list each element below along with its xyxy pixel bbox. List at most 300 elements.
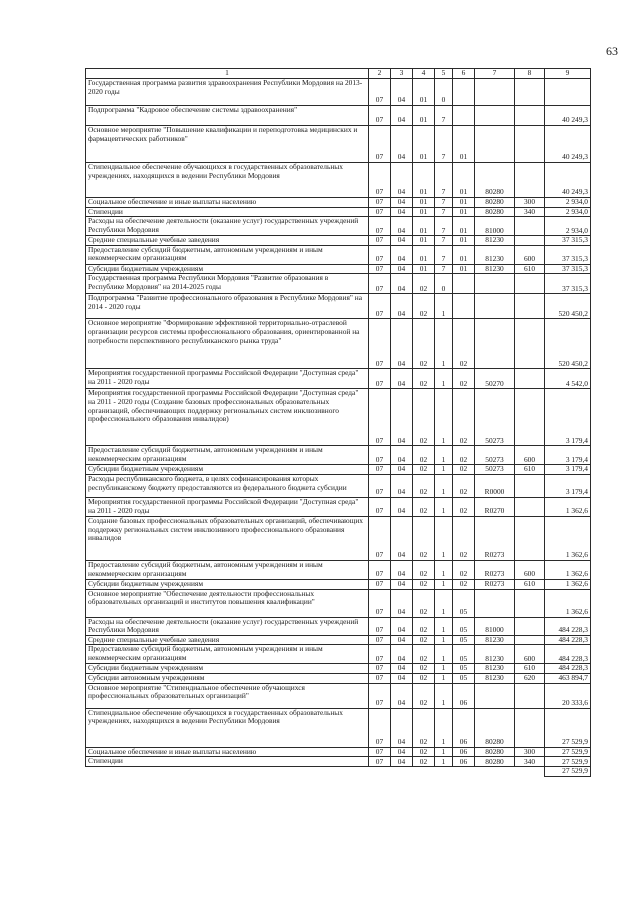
row-code-2: 07	[369, 516, 391, 560]
table-row	[86, 446, 591, 465]
row-amount: 37 315,3	[545, 245, 591, 264]
row-amount: 463 894,7	[545, 673, 591, 683]
row-code-5: 1	[435, 664, 453, 674]
row-code-4: 02	[413, 645, 435, 664]
row-code-5: 1	[435, 579, 453, 589]
row-code-2: 07	[369, 635, 391, 645]
row-code-3: 04	[391, 579, 413, 589]
row-code-2: 07	[369, 446, 391, 465]
row-code-2: 07	[369, 757, 391, 767]
row-code-8	[515, 319, 545, 369]
row-code-7: 81230	[475, 645, 515, 664]
table-row	[86, 319, 591, 369]
row-amount: 3 179,4	[545, 389, 591, 446]
row-code-8: 300	[515, 198, 545, 208]
row-code-4: 02	[413, 319, 435, 369]
row-code-4: 02	[413, 389, 435, 446]
row-code-4: 02	[413, 579, 435, 589]
row-code-8	[515, 474, 545, 497]
row-name: Стипендии	[86, 757, 369, 767]
row-code-7	[475, 319, 515, 369]
row-code-6: 05	[453, 645, 475, 664]
row-code-5: 7	[435, 245, 453, 264]
row-code-7: 80280	[475, 747, 515, 757]
row-amount: 1 362,6	[545, 579, 591, 589]
row-code-7: 80280	[475, 163, 515, 198]
row-code-8	[515, 236, 545, 246]
row-name: Подпрограмма "Развитие профессионального образования в Республике Мордовия" на 2014 - 2020 годы	[86, 294, 369, 319]
row-amount: 2 934,0	[545, 198, 591, 208]
row-code-2: 07	[369, 683, 391, 708]
row-amount: 1 362,6	[545, 560, 591, 579]
row-code-5: 7	[435, 217, 453, 236]
row-code-7: 80280	[475, 757, 515, 767]
row-code-3: 04	[391, 274, 413, 294]
row-amount: 27 529,9	[545, 747, 591, 757]
row-code-5: 1	[435, 389, 453, 446]
row-code-6: 01	[453, 163, 475, 198]
row-code-3: 04	[391, 163, 413, 198]
row-code-2: 07	[369, 589, 391, 617]
row-code-2: 07	[369, 617, 391, 635]
row-code-3: 04	[391, 617, 413, 635]
row-code-7: 81230	[475, 236, 515, 246]
row-amount: 484 228,3	[545, 635, 591, 645]
row-amount	[545, 79, 591, 106]
table-row	[86, 497, 591, 516]
empty-cell	[453, 767, 475, 777]
row-code-6	[453, 79, 475, 106]
row-code-3: 04	[391, 319, 413, 369]
row-name: Основное мероприятие "Формирование эффективной территориально-отраслевой организации ресурсов системы профессионального образования, ориентированной на потребности перспективного республиканского рынка труда"	[86, 319, 369, 369]
row-code-7: 81230	[475, 635, 515, 645]
row-code-5: 1	[435, 560, 453, 579]
row-code-8	[515, 389, 545, 446]
row-code-8: 610	[515, 664, 545, 674]
row-code-6: 06	[453, 708, 475, 747]
header-cell: 4	[413, 69, 435, 79]
empty-cell	[86, 767, 369, 777]
row-amount: 40 249,3	[545, 126, 591, 163]
row-code-8	[515, 516, 545, 560]
row-code-3: 04	[391, 389, 413, 446]
row-code-6: 02	[453, 369, 475, 389]
row-code-7: 80280	[475, 708, 515, 747]
row-code-4: 02	[413, 673, 435, 683]
table-row	[86, 708, 591, 747]
row-code-8: 600	[515, 560, 545, 579]
row-code-6: 02	[453, 579, 475, 589]
row-code-2: 07	[369, 106, 391, 126]
row-code-6: 01	[453, 245, 475, 264]
row-code-8: 610	[515, 465, 545, 475]
row-code-6: 02	[453, 319, 475, 369]
row-code-7: 81230	[475, 673, 515, 683]
row-name: Социальное обеспечение и иные выплаты населению	[86, 747, 369, 757]
row-code-7: 50273	[475, 389, 515, 446]
row-code-6: 02	[453, 474, 475, 497]
budget-table	[85, 68, 591, 777]
row-code-3: 04	[391, 264, 413, 274]
row-code-7: 81000	[475, 617, 515, 635]
row-code-4: 01	[413, 126, 435, 163]
table-row	[86, 163, 591, 198]
row-code-7	[475, 79, 515, 106]
row-code-4: 01	[413, 264, 435, 274]
row-amount: 37 315,3	[545, 274, 591, 294]
row-code-5: 7	[435, 126, 453, 163]
row-code-5: 1	[435, 294, 453, 319]
row-code-3: 04	[391, 217, 413, 236]
row-code-7: 50270	[475, 369, 515, 389]
row-code-2: 07	[369, 369, 391, 389]
row-code-2: 07	[369, 207, 391, 217]
row-amount: 37 315,3	[545, 264, 591, 274]
row-code-5: 7	[435, 198, 453, 208]
row-name: Создание базовых профессиональных образовательных организаций, обеспечивающих поддержку региональных систем инклюзивного профессионального образования инвалидов	[86, 516, 369, 560]
empty-cell	[369, 767, 391, 777]
row-code-4: 02	[413, 664, 435, 674]
table-row	[86, 389, 591, 446]
row-code-4: 02	[413, 617, 435, 635]
table-row	[86, 106, 591, 126]
row-name: Расходы республиканского бюджета, в целях софинансирования которых республиканскому бюджету предоставляются из федерального бюджета субсидии	[86, 474, 369, 497]
row-amount: 40 249,3	[545, 106, 591, 126]
row-code-4: 01	[413, 198, 435, 208]
table-row	[86, 579, 591, 589]
table-row	[86, 369, 591, 389]
row-name: Стипендии	[86, 207, 369, 217]
page-number: 63	[606, 44, 618, 58]
row-code-5: 1	[435, 757, 453, 767]
row-code-4: 02	[413, 683, 435, 708]
row-code-8	[515, 708, 545, 747]
row-code-3: 04	[391, 474, 413, 497]
row-amount: 1 362,6	[545, 589, 591, 617]
row-name: Субсидии бюджетным учреждениям	[86, 264, 369, 274]
row-code-5: 1	[435, 747, 453, 757]
row-name: Социальное обеспечение и иные выплаты населению	[86, 198, 369, 208]
table-row	[86, 757, 591, 767]
table-row	[86, 683, 591, 708]
row-code-2: 07	[369, 163, 391, 198]
row-code-3: 04	[391, 245, 413, 264]
header-cell: 7	[475, 69, 515, 79]
row-amount: 2 934,0	[545, 207, 591, 217]
row-code-6: 01	[453, 217, 475, 236]
row-code-7: 81230	[475, 664, 515, 674]
row-code-8: 620	[515, 673, 545, 683]
row-code-2: 07	[369, 474, 391, 497]
row-code-3: 04	[391, 560, 413, 579]
row-code-8: 340	[515, 757, 545, 767]
row-code-8	[515, 589, 545, 617]
row-name: Предоставление субсидий бюджетным, автономным учреждениям и иным некоммерческим организациям	[86, 446, 369, 465]
row-name: Основное мероприятие "Обеспечение деятельности профессиональных образовательных организаций и институтов повышения квалификации"	[86, 589, 369, 617]
row-amount: 3 179,4	[545, 446, 591, 465]
row-code-6: 05	[453, 664, 475, 674]
row-amount: 27 529,9	[545, 757, 591, 767]
row-code-7: 80280	[475, 207, 515, 217]
row-code-4: 02	[413, 446, 435, 465]
row-code-6: 02	[453, 516, 475, 560]
row-code-4: 01	[413, 106, 435, 126]
row-code-6	[453, 274, 475, 294]
row-code-3: 04	[391, 673, 413, 683]
row-amount: 40 249,3	[545, 163, 591, 198]
row-code-4: 02	[413, 294, 435, 319]
table-row	[86, 474, 591, 497]
row-code-6: 02	[453, 389, 475, 446]
row-code-5: 7	[435, 207, 453, 217]
row-code-7: 81230	[475, 264, 515, 274]
table-row	[86, 79, 591, 106]
row-code-3: 04	[391, 294, 413, 319]
row-code-7	[475, 274, 515, 294]
row-code-2: 07	[369, 579, 391, 589]
row-code-8	[515, 294, 545, 319]
row-code-2: 07	[369, 294, 391, 319]
row-code-8: 340	[515, 207, 545, 217]
row-code-5: 1	[435, 474, 453, 497]
row-amount: 27 529,9	[545, 708, 591, 747]
row-code-2: 07	[369, 465, 391, 475]
row-code-2: 07	[369, 79, 391, 106]
row-code-4: 02	[413, 589, 435, 617]
row-code-3: 04	[391, 446, 413, 465]
row-name: Субсидии бюджетным учреждениям	[86, 579, 369, 589]
row-name: Мероприятия государственной программы Российской Федерации "Доступная среда" на 2011 - 2020 годы (Создание базовых профессиональных образовательных организаций, обеспечивающих поддержку региональных систем инклюзивного профессионального образования инвалидов)	[86, 389, 369, 446]
row-name: Мероприятия государственной программы Российской Федерации "Доступная среда" на 2011 - 2020 годы	[86, 497, 369, 516]
row-amount: 1 362,6	[545, 516, 591, 560]
row-code-5: 1	[435, 683, 453, 708]
row-code-4: 02	[413, 474, 435, 497]
header-cell: 2	[369, 69, 391, 79]
row-code-4: 02	[413, 369, 435, 389]
row-code-8	[515, 217, 545, 236]
row-code-2: 07	[369, 645, 391, 664]
row-code-6: 02	[453, 497, 475, 516]
row-code-4: 02	[413, 708, 435, 747]
row-code-7: R0000	[475, 474, 515, 497]
row-name: Государственная программа Республики Мордовия "Развитие образования в Республике Мордовия" на 2014-2025 годы	[86, 274, 369, 294]
row-code-5: 1	[435, 617, 453, 635]
empty-cell	[475, 767, 515, 777]
row-code-8	[515, 163, 545, 198]
row-code-5: 1	[435, 673, 453, 683]
row-code-3: 04	[391, 497, 413, 516]
row-code-7	[475, 126, 515, 163]
header-cell: 5	[435, 69, 453, 79]
row-code-4: 02	[413, 497, 435, 516]
row-amount: 3 179,4	[545, 474, 591, 497]
row-code-7: R0273	[475, 516, 515, 560]
row-code-5: 1	[435, 645, 453, 664]
table-row	[86, 126, 591, 163]
row-code-6: 02	[453, 465, 475, 475]
row-code-3: 04	[391, 635, 413, 645]
row-code-2: 07	[369, 245, 391, 264]
row-code-3: 04	[391, 516, 413, 560]
row-code-2: 07	[369, 198, 391, 208]
row-code-3: 04	[391, 369, 413, 389]
row-code-7: R0273	[475, 579, 515, 589]
table-row	[86, 245, 591, 264]
row-code-3: 04	[391, 465, 413, 475]
row-code-2: 07	[369, 560, 391, 579]
empty-cell	[413, 767, 435, 777]
empty-cell	[515, 767, 545, 777]
row-code-6	[453, 294, 475, 319]
row-code-4: 02	[413, 757, 435, 767]
row-code-2: 07	[369, 319, 391, 369]
row-code-8: 610	[515, 579, 545, 589]
row-code-8	[515, 106, 545, 126]
row-code-5: 1	[435, 319, 453, 369]
table-row	[86, 516, 591, 560]
row-name: Субсидии автономным учреждениям	[86, 673, 369, 683]
row-code-7	[475, 683, 515, 708]
table-row	[86, 465, 591, 475]
row-code-2: 07	[369, 747, 391, 757]
row-code-2: 07	[369, 126, 391, 163]
row-code-2: 07	[369, 264, 391, 274]
row-code-6: 01	[453, 207, 475, 217]
row-code-5: 7	[435, 163, 453, 198]
row-code-5: 1	[435, 589, 453, 617]
row-code-2: 07	[369, 708, 391, 747]
row-code-5: 7	[435, 236, 453, 246]
row-amount: 37 315,3	[545, 236, 591, 246]
row-name: Стипендиальное обеспечение обучающихся в государственных образовательных учреждениях, находящихся в ведении Республики Мордовия	[86, 708, 369, 747]
row-code-5: 0	[435, 79, 453, 106]
row-code-8: 610	[515, 264, 545, 274]
row-code-5: 1	[435, 446, 453, 465]
row-name: Предоставление субсидий бюджетным, автономным учреждениям и иным некоммерческим организациям	[86, 645, 369, 664]
row-code-7: 81000	[475, 217, 515, 236]
table-row	[86, 274, 591, 294]
row-code-2: 07	[369, 274, 391, 294]
row-code-8: 300	[515, 747, 545, 757]
row-code-4: 01	[413, 245, 435, 264]
row-code-6: 06	[453, 747, 475, 757]
row-name: Основное мероприятие "Стипендиальное обеспечение обучающихся профессиональных образовательных организаций"	[86, 683, 369, 708]
row-name: Расходы на обеспечение деятельности (оказание услуг) государственных учреждений Республики Мордовия	[86, 617, 369, 635]
table-row	[86, 198, 591, 208]
row-code-4: 02	[413, 635, 435, 645]
row-code-3: 04	[391, 106, 413, 126]
row-code-4: 01	[413, 163, 435, 198]
row-code-3: 04	[391, 236, 413, 246]
empty-cell	[435, 767, 453, 777]
row-code-4: 02	[413, 560, 435, 579]
row-name: Государственная программа развития здравоохранения Республики Мордовия на 2013-2020 годы	[86, 79, 369, 106]
row-name: Предоставление субсидий бюджетным, автономным учреждениям и иным некоммерческим организациям	[86, 560, 369, 579]
row-code-6: 01	[453, 198, 475, 208]
row-amount: 4 542,0	[545, 369, 591, 389]
row-name: Мероприятия государственной программы Российской Федерации "Доступная среда" на 2011 - 2020 годы	[86, 369, 369, 389]
row-name: Средние специальные учебные заведения	[86, 236, 369, 246]
header-cell: 1	[86, 69, 369, 79]
row-code-6: 05	[453, 589, 475, 617]
row-name: Средние специальные учебные заведения	[86, 635, 369, 645]
row-code-3: 04	[391, 126, 413, 163]
row-code-6: 05	[453, 617, 475, 635]
row-code-5: 1	[435, 708, 453, 747]
row-name: Предоставление субсидий бюджетным, автономным учреждениям и иным некоммерческим организациям	[86, 245, 369, 264]
row-amount: 1 362,6	[545, 497, 591, 516]
row-code-3: 04	[391, 683, 413, 708]
row-code-8	[515, 369, 545, 389]
row-name: Субсидии бюджетным учреждениям	[86, 465, 369, 475]
row-code-5: 1	[435, 635, 453, 645]
row-code-3: 04	[391, 757, 413, 767]
row-code-4: 02	[413, 747, 435, 757]
row-code-2: 07	[369, 217, 391, 236]
row-code-4: 02	[413, 465, 435, 475]
row-code-7: 50273	[475, 446, 515, 465]
row-code-3: 04	[391, 79, 413, 106]
row-code-3: 04	[391, 198, 413, 208]
row-code-7	[475, 589, 515, 617]
row-code-3: 04	[391, 207, 413, 217]
row-code-8: 600	[515, 245, 545, 264]
table-row	[86, 589, 591, 617]
table-row	[86, 207, 591, 217]
header-cell: 6	[453, 69, 475, 79]
row-code-6: 02	[453, 560, 475, 579]
row-code-6: 01	[453, 126, 475, 163]
table-row	[86, 664, 591, 674]
table-row	[86, 645, 591, 664]
table-row	[86, 635, 591, 645]
empty-cell	[391, 767, 413, 777]
row-code-7: R0273	[475, 560, 515, 579]
row-code-5: 0	[435, 274, 453, 294]
row-code-8	[515, 683, 545, 708]
row-code-2: 07	[369, 673, 391, 683]
row-code-3: 04	[391, 747, 413, 757]
row-code-7: 81230	[475, 245, 515, 264]
table-row	[86, 617, 591, 635]
row-code-6: 06	[453, 683, 475, 708]
row-code-5: 1	[435, 369, 453, 389]
table-row	[86, 560, 591, 579]
row-amount: 3 179,4	[545, 465, 591, 475]
row-amount: 2 934,0	[545, 217, 591, 236]
header-cell: 9	[545, 69, 591, 79]
table-row	[86, 264, 591, 274]
row-code-7: 80280	[475, 198, 515, 208]
row-code-2: 07	[369, 236, 391, 246]
row-code-8	[515, 79, 545, 106]
row-code-8	[515, 635, 545, 645]
row-code-8: 600	[515, 645, 545, 664]
row-code-8	[515, 126, 545, 163]
row-code-6: 06	[453, 757, 475, 767]
row-amount: 20 333,6	[545, 683, 591, 708]
row-code-5: 1	[435, 516, 453, 560]
row-name: Основное мероприятие "Повышение квалификации и переподготовка медицинских и фармацевтических работников"	[86, 126, 369, 163]
row-code-4: 01	[413, 79, 435, 106]
row-code-6	[453, 106, 475, 126]
row-code-7: 50273	[475, 465, 515, 475]
row-code-3: 04	[391, 708, 413, 747]
row-code-4: 01	[413, 217, 435, 236]
row-code-5: 7	[435, 106, 453, 126]
row-code-2: 07	[369, 497, 391, 516]
header-row	[86, 69, 591, 79]
